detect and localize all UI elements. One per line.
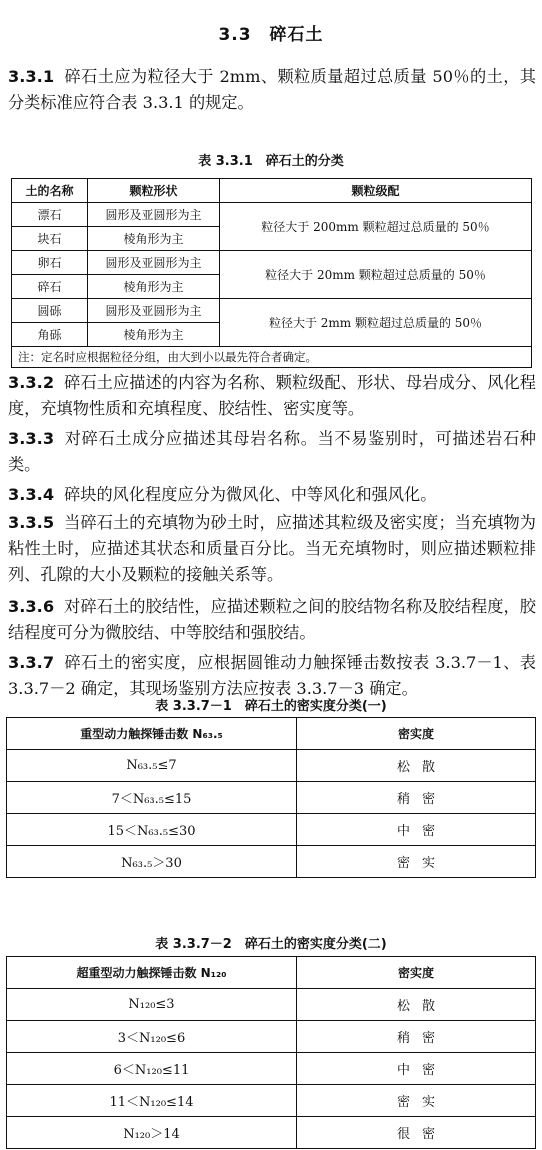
clause-text: 碎石土的密实度，应根据圆锥动力触探锤击数按表 3.3.7－1、表 3.3.7－2 确定，其现场鉴别方法应按表 3.3.7－3 确定。 xyxy=(8,653,536,698)
clause-3-3-4 xyxy=(8,482,536,508)
table-row xyxy=(7,814,536,846)
blow-count-range: 6＜N₁₂₀≤11 xyxy=(7,1053,297,1085)
particle-shape: 圆形及亚圆形为主 xyxy=(88,203,220,227)
header-particle-shape: 颗粒形状 xyxy=(88,179,220,203)
clause-text: 当碎石土的充填物为砂土时，应描述其粒级及密实度；当充填物为粘性土时，应描述其状态和质量百分比。当无充填物时，则应描述颗粒排列、孔隙的大小及颗粒的接触关系等。 xyxy=(8,513,536,584)
table-row xyxy=(7,1085,536,1117)
table-header-row xyxy=(12,179,532,203)
soil-name: 碎石 xyxy=(12,275,88,299)
blow-count-range: 11＜N₁₂₀≤14 xyxy=(7,1085,297,1117)
particle-shape: 棱角形为主 xyxy=(88,275,220,299)
table-row xyxy=(12,251,532,275)
soil-name: 圆砾 xyxy=(12,299,88,323)
blow-count-range: 15＜N₆₃.₅≤30 xyxy=(7,814,297,846)
table-3-3-7-2 xyxy=(6,956,536,1149)
clause-3-3-1 xyxy=(8,64,536,116)
soil-name: 块石 xyxy=(12,227,88,251)
table-header-row xyxy=(7,718,536,750)
density-class: 中密 xyxy=(297,814,536,846)
table-3-3-1 xyxy=(11,178,532,368)
clause-number: 3.3.5 xyxy=(8,513,55,532)
header-density: 密实度 xyxy=(297,957,536,989)
header-soil-name: 土的名称 xyxy=(12,179,88,203)
density-class: 稍密 xyxy=(297,782,536,814)
header-blow-count: 超重型动力触探锤击数 N₁₂₀ xyxy=(7,957,297,989)
table-row xyxy=(7,846,536,878)
table-3-3-7-1-caption: 表 3.3.7－1 碎石土的密实度分类(一) xyxy=(155,699,387,714)
table-row xyxy=(7,1117,536,1149)
table-row xyxy=(12,203,532,227)
density-class: 稍密 xyxy=(297,1021,536,1053)
clause-number: 3.3.1 xyxy=(8,67,55,86)
section-title: 3.3 碎石土 xyxy=(218,25,324,45)
clause-number: 3.3.6 xyxy=(8,597,55,616)
density-class: 松散 xyxy=(297,989,536,1021)
blow-count-range: 7＜N₆₃.₅≤15 xyxy=(7,782,297,814)
particle-shape: 圆形及亚圆形为主 xyxy=(88,299,220,323)
clause-text: 碎石土应为粒径大于 2mm、颗粒质量超过总质量 50％的土，其分类标准应符合表 3.3.1 的规定。 xyxy=(8,67,536,112)
clause-number: 3.3.7 xyxy=(8,653,55,672)
density-class: 密实 xyxy=(297,1085,536,1117)
table-3-3-1-caption: 表 3.3.1 碎石土的分类 xyxy=(198,154,344,169)
clause-3-3-6 xyxy=(8,594,536,646)
soil-name: 卵石 xyxy=(12,251,88,275)
blow-count-range: N₆₃.₅＞30 xyxy=(7,846,297,878)
table-row xyxy=(7,750,536,782)
table-row xyxy=(7,989,536,1021)
particle-shape: 棱角形为主 xyxy=(88,323,220,347)
clause-text: 碎块的风化程度应分为微风化、中等风化和强风化。 xyxy=(64,485,437,504)
clause-number: 3.3.3 xyxy=(8,429,55,448)
table-note: 注：定名时应根据粒径分组，由大到小以最先符合者确定。 xyxy=(12,347,532,368)
header-blow-count: 重型动力触探锤击数 N₆₃.₅ xyxy=(7,718,297,750)
clause-3-3-2 xyxy=(8,370,536,422)
table-row xyxy=(7,782,536,814)
clause-number: 3.3.2 xyxy=(8,373,55,392)
header-gradation: 颗粒级配 xyxy=(220,179,532,203)
blow-count-range: N₁₂₀≤3 xyxy=(7,989,297,1021)
clause-3-3-3 xyxy=(8,426,536,478)
clause-3-3-5 xyxy=(8,510,536,588)
table-header-row xyxy=(7,957,536,989)
gradation-cell: 粒径大于 200mm 颗粒超过总质量的 50％ xyxy=(220,203,532,251)
gradation-cell: 粒径大于 20mm 颗粒超过总质量的 50％ xyxy=(220,251,532,299)
table-row xyxy=(12,299,532,323)
density-class: 松散 xyxy=(297,750,536,782)
header-density: 密实度 xyxy=(297,718,536,750)
table-note-row xyxy=(12,347,532,368)
clause-text: 对碎石土的胶结性，应描述颗粒之间的胶结物名称及胶结程度，胶结程度可分为微胶结、中等胶结和强胶结。 xyxy=(8,597,536,642)
blow-count-range: N₁₂₀＞14 xyxy=(7,1117,297,1149)
gradation-cell: 粒径大于 2mm 颗粒超过总质量的 50％ xyxy=(220,299,532,347)
particle-shape: 圆形及亚圆形为主 xyxy=(88,251,220,275)
particle-shape: 棱角形为主 xyxy=(88,227,220,251)
soil-name: 角砾 xyxy=(12,323,88,347)
table-3-3-7-2-caption: 表 3.3.7－2 碎石土的密实度分类(二) xyxy=(155,937,387,952)
table-row xyxy=(7,1021,536,1053)
table-3-3-7-1 xyxy=(6,717,536,878)
clause-text: 碎石土应描述的内容为名称、颗粒级配、形状、母岩成分、风化程度，充填物性质和充填程度、胶结性、密实度等。 xyxy=(8,373,536,418)
soil-name: 漂石 xyxy=(12,203,88,227)
clause-number: 3.3.4 xyxy=(8,485,55,504)
blow-count-range: 3＜N₁₂₀≤6 xyxy=(7,1021,297,1053)
density-class: 很密 xyxy=(297,1117,536,1149)
table-row xyxy=(7,1053,536,1085)
clause-text: 对碎石土成分应描述其母岩名称。当不易鉴别时，可描述岩石种类。 xyxy=(8,429,536,474)
blow-count-range: N₆₃.₅≤7 xyxy=(7,750,297,782)
density-class: 密实 xyxy=(297,846,536,878)
density-class: 中密 xyxy=(297,1053,536,1085)
